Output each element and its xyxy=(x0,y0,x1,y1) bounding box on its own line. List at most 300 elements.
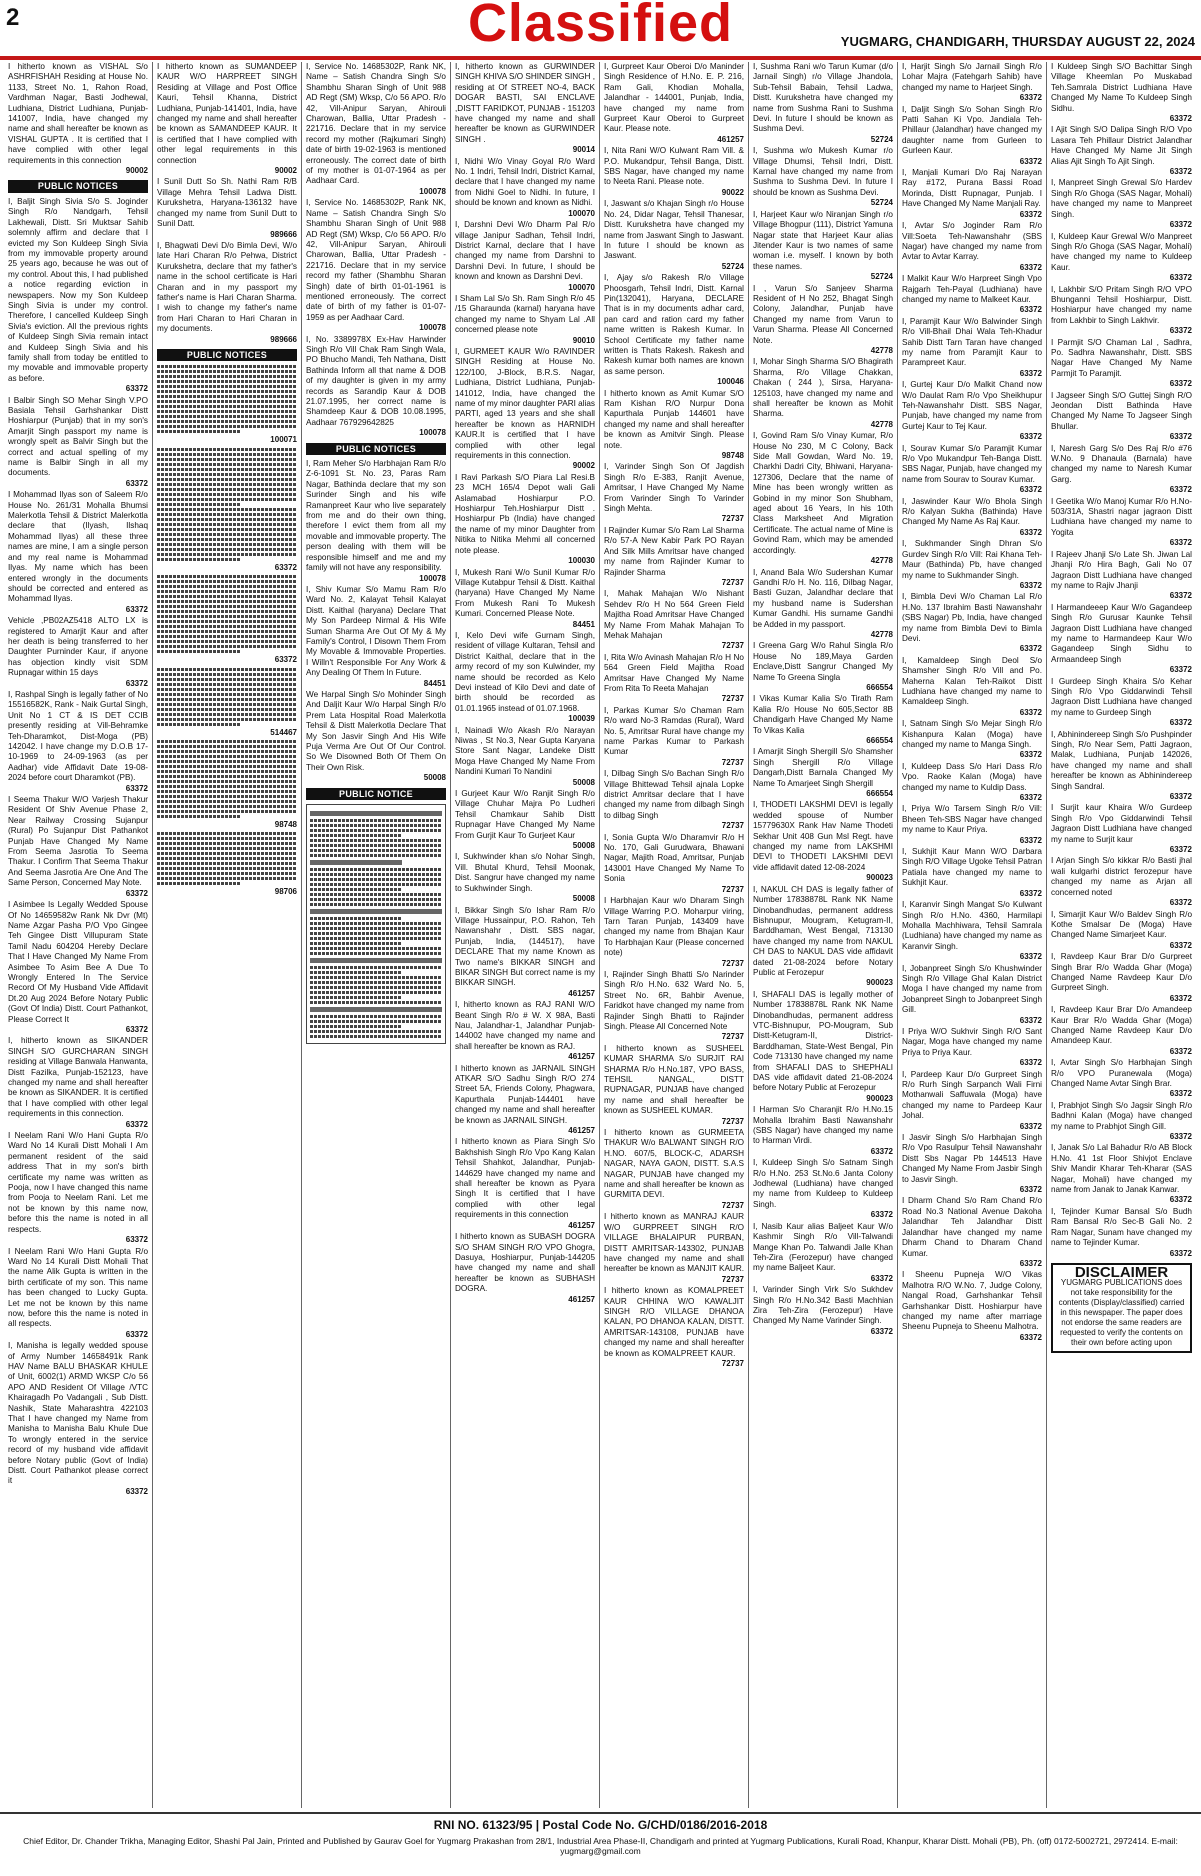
ad-text: I, Ravdeep Kaur Brar D/o Gurpreet Singh Brar R/o Wadda Ghar (Moga) Changed Name Ravdeep Kaur D/o Gurpreet Singh. xyxy=(1051,952,1192,993)
classified-ad xyxy=(604,1212,744,1285)
classified-ad xyxy=(1051,391,1192,443)
ad-text: I Surjit kaur Khaira W/o Gurdeep Singh R/o Vpo Giddarwindi Tehsil Jagraon Distt Ludhiana have changed my name to Surjit kaur xyxy=(1051,803,1192,844)
classified-ad xyxy=(1051,730,1192,803)
ad-code: 63372 xyxy=(274,655,297,665)
classified-ad xyxy=(902,274,1042,316)
ad-code: 63372 xyxy=(1019,1332,1042,1342)
ad-code: 52724 xyxy=(870,272,893,282)
ad-text: I hitherto known as VISHAL S/o ASHRFISHAH Residing at House No. 1133, Street No. 1, Rahon Road, Vardhman Nagar, Basti Jodhewal, Ludhiana, District Ludhiana, Punjab-141007, India, have changed my name and shall hereafter be known as VISHAL GUPTA . It is certified that I have complied with other legal requirements in this connection xyxy=(8,62,148,165)
ad-text: I, Nasib Kaur alias Baljeet Kaur W/o Kashmir Singh R/o Vill-Talwandi Mange Khan Po. Talwandi Jalle Khan Teh-Zira (Ferozepur) have changed my name Baljeet Kaur. xyxy=(753,1221,893,1273)
classified-ad xyxy=(604,706,744,768)
ad-code: 900023 xyxy=(866,1093,893,1103)
section-heading: PUBLIC NOTICES xyxy=(157,349,297,361)
ad-text: I Seema Thakur W/O Varjesh Thakur Resident Of Shiv Avenue Phase 2, Near Railway Crossing Sujanpur (Rural) Po Sujanpur Dist Pathankot Punjab Have Changed My Name From Seema Jasrotia To Seema Thakur. I Confirm That Seema Thakur And Seema Jasrotia Are One And The Same Person, Concerned May Note. xyxy=(8,795,148,888)
ad-code: 461257 xyxy=(717,134,744,144)
ad-text: I Geetika W/o Manoj Kumar R/o H.No-503/31A, Shastri nagar jagraon Distt Ludhiana have changed my name to Yogita xyxy=(1051,496,1192,537)
ad-code: 63372 xyxy=(1019,262,1042,272)
classified-ad xyxy=(1051,444,1192,496)
ad-code: 63372 xyxy=(1169,538,1192,548)
classified-ad xyxy=(902,539,1042,591)
classified-ad xyxy=(753,1285,893,1337)
ad-code: 63372 xyxy=(1169,665,1192,675)
public-notice-scan xyxy=(306,804,446,1044)
ad-code: 63372 xyxy=(1019,888,1042,898)
ad-text: I, GURMEET KAUR W/o RAVINDER SINGH Residing at House No. 122/100, J-Block, B.R.S. Nagar, Ludhiana, District Ludhiana, Punjab-141012, India, have changed the name of my minor daughter PARI alias PARTI, aged 13 years and she shall hereafter be known as HARNIDH KAUR.It is certified that I have complied with other legal requirements in this connection. xyxy=(455,346,596,461)
classified-ad xyxy=(604,146,744,198)
classified-ad xyxy=(8,616,148,689)
classified-ad xyxy=(1051,550,1192,602)
classified-ad xyxy=(306,198,446,333)
ad-code: 63372 xyxy=(1019,1015,1042,1025)
ad-code: 63372 xyxy=(125,678,148,688)
classified-ad xyxy=(753,62,893,145)
disclaimer-heading: DISCLAIMER xyxy=(1074,1263,1169,1281)
ad-code: 63372 xyxy=(125,1119,148,1129)
ad-code: 63372 xyxy=(1019,835,1042,845)
ad-text: We Harpal Singh S/o Mohinder Singh And Daljit Kaur W/o Harpal Singh R/o Prem Lata Hospital Road Malerkotla Tehsil & Distt Malerkotla Declare That My Son Jasvir Singh And His Wife Puja Verma Are Out Of Our Control. So We Disowned Both Of Them On Their Own Risk. xyxy=(306,689,446,772)
ad-code: 72737 xyxy=(721,1358,744,1368)
classified-ad xyxy=(8,396,148,490)
classified-ad xyxy=(902,317,1042,379)
classified-ad xyxy=(604,653,744,705)
ad-code: 84451 xyxy=(572,619,595,629)
classified-column xyxy=(600,62,749,1808)
ad-code: 63372 xyxy=(870,1326,893,1336)
ad-code: 514467 xyxy=(270,727,297,737)
punjabi-notice-text xyxy=(157,832,297,885)
classified-ad xyxy=(1051,338,1192,390)
ad-text: I, No. 3389978X Ex-Hav Harwinder Singh R/o Vill Chak Ram Singh Wala, PO Bhucho Mandi, Teh Nathana, Distt Bathinda Inform all that name & DOB of my daughter is given in my army records as Sarandip Kaur & DOB 21.07.1995, her correct name is Shamdeep Kaur & DOB 10.08.1995, Aadhaar 767929642825 xyxy=(306,334,446,427)
ad-text: I, Nita Rani W/O Kulwant Ram Vill. & P.O. Mukandpur, Tehsil Banga, Distt. SBS Nagar, have changed my name to Neeta Rani. Please note. xyxy=(604,146,744,187)
ad-code: 63372 xyxy=(1019,1058,1042,1068)
ad-text: I Sham Lal S/o Sh. Ram Singh R/o 45 /15 Gharaunda (karnal) haryana have changed my name to Shyam Lal .All concerned please note xyxy=(455,293,595,335)
ad-text: I Gurdeep Singh Khaira S/o Kehar Singh R/o Vpo Giddarwindi Tehsil Jagraon Distt Ludhiana have changed my name to Gurdeep Singh xyxy=(1051,676,1192,717)
ad-code: 42778 xyxy=(870,345,893,355)
ad-code: 72737 xyxy=(721,1274,744,1284)
ad-text: I, Dilbag Singh S/o Bachan Singh R/o Village Bhittewad Tehsil ajnala Lopke district Amritsar declare that I have changed my name from dilbagh Singh to dilbag Singh xyxy=(604,769,744,820)
classified-ad xyxy=(1051,1101,1192,1143)
ad-code: 63372 xyxy=(1169,1132,1192,1142)
ad-text: I, Shiv Kumar S/o Mamu Ram R/o Ward No. 2, Kalayat Tehsil Kalayat Distt. Kaithal (haryana) Declare That My Son Pardeep Nirmal & His Wife Suman Sharma Are Out Of My & My Family's Control, I Disown Them From My Movable & Immovable Properties. I Willn't Responsible For Any Work & Any Dealing Of Them In Future. xyxy=(306,584,446,678)
ad-text: I, Service No. 14685302P, Rank NK, Name – Satish Chandra Singh S/o Shambhu Sharan Singh of Unit 988 AD Regt (SM) Wksp, C/o 56 APO. R/o 42, Vill-Anipur Saryan, Ahirouli Charowan, Ballia, Uttar Pradesh - 221716. Declare that in my service record my father (Shambhu Sharan Singh) date of birth 01-01-1961 is mentioned erroneously. The correct date of birth of my father is 01-07-1959 as per Aadhaar Card. xyxy=(306,198,446,322)
punjabi-notice-text xyxy=(157,668,297,726)
ad-code: 461257 xyxy=(568,988,595,998)
classified-ad xyxy=(455,631,595,725)
classified-ad xyxy=(455,906,595,1000)
ad-text: Vehicle ,PB02AZ5418 ALTO LX is registered to Amarjit Kaur and after her death is being transferred to her Daughter Purninder Kaur, if anyone has objection kindly visit SDM Rupnagar within 15 days xyxy=(8,616,148,678)
ad-text: I, Anand Bala W/o Sudershan Kumar Gandhi R/o H. No. 116, Dilbag Nagar, Basti Guzan, Jalandhar declare that my husband name is Sudershan Kumar Gandhi. His surname Gandhi be Added in my passport. xyxy=(753,567,893,629)
ad-code: 666554 xyxy=(866,789,893,799)
classified-ad xyxy=(1051,1005,1192,1057)
ad-code: 989666 xyxy=(270,229,297,239)
classified-ad xyxy=(157,832,297,897)
ad-code: 90002 xyxy=(274,166,297,176)
ad-text: I Priya W/O Sukhvir Singh R/O Sant Nagar, Moga have changed my name Priya to Priya Kaur. xyxy=(902,1026,1042,1057)
classified-column xyxy=(1047,62,1196,1808)
ad-text: I, Simarjit Kaur W/o Baldev Singh R/o Kothe Smalsar De (Moga) Have Changed Name Simarjeet Kaur. xyxy=(1051,909,1192,940)
ad-text: I hitherto known as SUBASH DOGRA S/O SHAM SINGH R/O VPO Ghogra, Dasuya, Hoshiarpur, Punjab-144205 have changed my name and shall hereafter be known as SUBHASH DOGRA. xyxy=(455,1232,595,1294)
ad-code: 63372 xyxy=(1169,273,1192,283)
classified-ad xyxy=(157,575,297,665)
ad-code: 63372 xyxy=(1019,707,1042,717)
ad-code: 63372 xyxy=(1019,485,1042,495)
ad-code: 72737 xyxy=(721,514,744,524)
ad-code: 63372 xyxy=(870,1273,893,1283)
ad-text: I, Jobanpreet Singh S/o Khushwinder Singh R/o Village Ghal Kalan District Moga I have changed my name from Jobanpreet Singh to Jobanpreet Singh Gill. xyxy=(902,963,1042,1015)
disclaimer-text: YUGMARG PUBLICATIONS does not take responsibility for the contents (Display/classified) carried in this newspaper. The paper does not endorse the same readers are requested to verify the contents on their own before acting upon xyxy=(1058,1278,1185,1348)
ad-code: 63372 xyxy=(1019,527,1042,537)
classified-ad xyxy=(8,490,148,615)
classified-ad xyxy=(8,1247,148,1341)
ad-code: 63372 xyxy=(1169,1046,1192,1056)
ad-text: I, Sukhwinder khan s/o Nohar Singh, Vill. Bhutal Khurd, Tehsil Moonak, Dist. Sangrur have changed my name to Sukhwinder Singh. xyxy=(455,852,595,893)
ad-code: 63372 xyxy=(125,783,148,793)
ad-code: 98748 xyxy=(721,451,744,461)
ad-text: I, Rajinder Singh Bhatti S/o Narinder Singh R/o H.No. 632 Ward No. 5, Street No. 6R, Bahbir Avenue, Faridkot have changed my name from Rajinder Singh Bhatti to Rajinder Singh. Please All Concerned Note xyxy=(604,969,744,1031)
classified-ad xyxy=(753,284,893,357)
ad-text: I, Avtar Singh S/o Harbhajan Singh R/o VPO Puranewala (Moga) Changed Name Avtar Singh Brar. xyxy=(1051,1058,1192,1088)
ad-code: 63372 xyxy=(1169,326,1192,336)
ad-code: 63372 xyxy=(1169,940,1192,950)
punjabi-notice-text xyxy=(157,448,297,506)
classified-ad xyxy=(753,357,893,430)
classified-ad xyxy=(604,1044,744,1127)
ad-text: I hitherto known as SUMANDEEP KAUR W/O HARPREET SINGH Residing at Village and Post Office Kauri, Tehsil Khanna, District Ludhiana, Punjab-141401, India, have changed my name and shall hereafter be known as SAMANDEEP KAUR. It is certified that I have complied with other legal requirements in this connection xyxy=(157,62,297,165)
ad-text: I Asimbee Is Legally Wedded Spouse Of No 14659582w Rank Nk Dvr (Mt) Name Azgar Pasha P/O Vpo Gingee Teh Gingee Distt Villupuram State Tamil Nadu 604204 Hereby Declare That I Have Changed My Name From Asimbee To Asim Bee A Due To Wrongly Entered In The Service Record Of My Husband Vide Affidavit Dt.20 Aug 2024 Before Notary Public (Govt Of India) Distt. Court Pathankot, Please Correct It xyxy=(8,900,148,1024)
ad-text: I Vikas Kumar Kalia S/o Tirath Ram Kalia R/o House No 605,Sector 8B Chandigarh Have Changed My Name To Vikas Kalia xyxy=(753,694,893,735)
ad-code: 63372 xyxy=(1019,1121,1042,1131)
ad-text: I, Rita W/o Avinash Mahajan R/o H No 564 Green Field Majitha Road Amritsar Have Changed My Name From Rita To Reeta Mahajan xyxy=(604,652,744,693)
classified-ad xyxy=(306,690,446,784)
classified-ad xyxy=(604,1128,744,1211)
classified-ad xyxy=(753,1158,893,1220)
classified-ad xyxy=(902,168,1042,220)
ad-code: 90014 xyxy=(572,145,595,155)
ad-code: 63372 xyxy=(1169,1195,1192,1205)
ad-text: I, Sushma Rani w/o Tarun Kumar (d/o Jarnail Singh) r/o Village Jhandola, Sub-Tehsil Babain, Tehsil Ladwa, Distt. Kurukshetra have changed my name from Sushma Rani to Sushma Devi. In future I should be known as Sushma Devi. xyxy=(753,62,893,134)
ad-text: I, Avtar S/o Joginder Ram R/o Vill:Soeta Teh-Nawanshahr (SBS Nagar) have changed my name from Avtar to Avtar Karray. xyxy=(902,221,1042,262)
ad-code: 63372 xyxy=(1019,209,1042,219)
punjabi-notice-text xyxy=(157,508,297,561)
ad-code: 50008 xyxy=(572,894,595,904)
classified-ad xyxy=(604,769,744,831)
classified-ad xyxy=(455,726,595,788)
ad-code: 461257 xyxy=(568,1294,595,1304)
page-number: 2 xyxy=(6,4,20,31)
ad-code: 63372 xyxy=(1019,793,1042,803)
ad-text: I, THODETI LAKSHMI DEVI is legally wedded spouse of Number 15779630X Rank Hav Name Thodeti Sekhar Unit 408 Gun Msl Regt. have changed my name from LAKSHMI DEVI to THODETI LAKSHMI DEVI vide affidavit dated 12-08-2024 xyxy=(753,800,893,872)
ad-text: I hitherto known as GURMEETA THAKUR W/o BALWANT SINGH R/O H.NO. 607/5, BLOCK-C, ADARSH NAGAR, NAYA GAON, DISTT. S.A.S NAGAR, PUNJAB have changed my name and shall hereafter be known as GURMITA DEVI. xyxy=(604,1128,744,1200)
ad-text: I, Mohar Singh Sharma S/O Bhagirath Sharma, R/o Village Chakkan, Chakan ( 244 ), Sirsa, Haryana- 125103, have changed my name and shall hereafter be known as Mohit Sharma. xyxy=(753,357,893,419)
classified-ad xyxy=(455,220,595,293)
ad-text: I, Parkas Kumar S/o Chaman Ram R/o ward No-3 Ramdas (Rural), Ward No. 5, Amritsar Rural have change my name Parkas Kumar to Parkash Kumar xyxy=(604,705,744,757)
ad-text: I, hitherto known as RAJ RANI W/O Beant Singh R/o # W. X 98A, Basti Nau, Jalandhar-1, Jalandhar Punjab-144002 have changed my name and shall hereafter be known as RAJ. xyxy=(455,1000,595,1051)
ad-text: I, Sushma w/o Mukesh Kumar r/o Village Dhumsi, Tehsil Indri, Distt. Karnal have changed my name from Sushma to Sushma Devi. In future I should be known as Sushma Devi. xyxy=(753,146,893,197)
classified-ad xyxy=(1051,910,1192,952)
ad-code: 63372 xyxy=(1019,644,1042,654)
ad-code: 52724 xyxy=(721,261,744,271)
classified-ad xyxy=(902,592,1042,654)
classified-ad xyxy=(1051,952,1192,1004)
classified-ad xyxy=(8,1036,148,1130)
classified-ad xyxy=(902,762,1042,804)
classified-ad xyxy=(157,365,297,445)
ad-text: I, Gurpreet Kaur Oberoi D/o Maninder Singh Residence of H.No. E. P. 216, Ram Gali, Khodian Mohalla, Jalandhar - 144001, Punjab, India, have changed my name from Gurpreet Kaur Oberoi to Gurpreet Kaur. Please note. xyxy=(604,62,744,134)
classified-ad xyxy=(902,804,1042,846)
ad-code: 461257 xyxy=(568,1220,595,1230)
ad-code: 63372 xyxy=(1019,432,1042,442)
ad-text: I, Mukesh Rani W/o Sunil Kumar R/o Village Kutabpur Tehsil & Distt. Kaithal (haryana) Have Changed My Name From Mukesh Rani To Mukesh Kumari. Concerned Please Note. xyxy=(455,567,595,619)
ad-code: 63372 xyxy=(1169,220,1192,230)
ad-code: 100078 xyxy=(419,186,446,196)
ad-text: I Rajinder Kumar S/o Ram Lal Sharma R/o 57-A New Kabir Park PO Rayan And Silk Mills Amritsar have changed my name from Rajinder Kumar to Rajinder Sharma xyxy=(604,525,744,577)
classified-ad xyxy=(753,885,893,989)
ad-code: 90002 xyxy=(125,166,148,176)
classified-ad xyxy=(157,241,297,345)
ad-code: 72737 xyxy=(721,577,744,587)
classified-ad xyxy=(1051,62,1192,124)
masthead xyxy=(0,0,1201,60)
ad-text: I, Govind Ram S/o Vinay Kumar, R/o House No 230, M C Colony, Back Side Mall Gowdan, Ward No. 19, Charkhi Dadri City, Bhiwani, Haryana- 127306, Declare that the name of Mine has been wrongly written as Gobind in my minor Son Shubham, aged about 16 Years, In his 10th Class Marksheet And Migration Certificate. The actual name of Mine is Govind Ram, which may be amended accordingly. xyxy=(753,431,893,555)
ad-code: 100078 xyxy=(419,323,446,333)
classified-ad xyxy=(455,1064,595,1137)
ad-code: 900023 xyxy=(866,873,893,883)
ad-text: I, Sonia Gupta W/o Dharamvir R/o H No. 170, Gali Gurudwara, Bhawani Nagar, Majith Road, Amritsar, Punjab 143001 Have Changed My Name To Sonia xyxy=(604,832,744,884)
ad-code: 100039 xyxy=(568,714,595,724)
classified-ad xyxy=(8,62,148,176)
classified-ad xyxy=(604,62,744,145)
ad-code: 63372 xyxy=(1169,898,1192,908)
ad-text: I, Manjali Kumari D/o Raj Narayan Ray #172, Purana Bassi Road Morinda, Distt Rupnagar, Punjab. I Have Changed My Name Manjali Ray. xyxy=(902,168,1042,209)
ad-code: 72737 xyxy=(721,694,744,704)
ad-text: I, Tejinder Kumar Bansal S/o Budh Ram Bansal R/o Sec-B Gali No. 2 Ram Nagar, Sunam have changed my name to Tejinder Kumar. xyxy=(1051,1206,1192,1248)
ad-text: I, Ajay s/o Rakesh R/o Village Phoosgarh, Tehsil Indri, Distt. Karnal Pin(132041), Haryana, DECLARE That is in my documents adhar card, pan card and ration card my father name written is Rakesh Kumar. In School Certificate my father name written is Thats Rakesh. Rakesh and Rakesh kumar both names are known as same person. xyxy=(604,273,744,376)
ad-text: I, Paramjit Kaur W/o Balwinder Singh R/o Vill-Bhail Dhai Wala Teh-Khadur Sahib Distt Tarn Taran have changed my name from Paramjit Kaur to Parampreet Kaur. xyxy=(902,316,1042,368)
classified-ad xyxy=(306,459,446,584)
ad-code: 63372 xyxy=(870,1210,893,1220)
ad-text: I, Ram Meher S/o Harbhajan Ram R/o Z-6-1091 St. No. 23, Paras Ram Nagar, Bathinda declare that my son Surinder Singh and his wife Ramanpreet Kaur who live separately from me and do their own thing, therefore I evict them from all my movable and immovable property. The person dealing with them will be responsible himself and me and my family will not have any responsibility. xyxy=(306,459,446,573)
ad-text: I Harman S/o Charanjit R/o H.No.15 Mohalla Ibrahim Basti Nawanshahr (SBS Nagar) have changed my name to Harman Virdi. xyxy=(753,1105,893,1146)
classified-column xyxy=(153,62,302,1808)
ad-code: 90010 xyxy=(572,335,595,345)
ad-code: 100070 xyxy=(568,282,595,292)
ad-code: 63372 xyxy=(125,384,148,394)
ad-text: I, Jaswinder Kaur W/o Bhola Singh R/o Kalyan Sukha (Bathinda) Have Changed My Name As Raj Kaur. xyxy=(902,496,1042,527)
ad-code: 63372 xyxy=(125,1329,148,1339)
ad-text: I, Nainadi W/o Akash R/o Narayan Niwas , St No.3, Near Gupta Karyana Store Sant Nagar, Landeke Distt Moga Have Changed My Name From Nandini Kumari To Nandini xyxy=(455,725,595,777)
classified-ad xyxy=(1051,803,1192,855)
ad-code: 100046 xyxy=(717,377,744,387)
classified-ad xyxy=(604,896,744,969)
ad-text: I, Darshni Devi W/o Dharm Pal R/o village Janipur Sadhan, Tehsil Indri, District Karnal, declare that I have changed my name from Darshni to Darshni Devi. In future, I should be known and known as Darshni Devi. xyxy=(455,220,595,282)
section-heading: PUBLIC NOTICE xyxy=(306,788,446,800)
classified-ad xyxy=(455,294,595,346)
ad-text: I, Harjeet Kaur w/o Niranjan Singh r/o Village Bhogpur (111), District Yamuna Nagar state that Harjeet Kaur alias Jitender Kaur is two names of same woman i.e. myself. I known by both these names. xyxy=(753,209,893,271)
ad-code: 63372 xyxy=(125,1486,148,1496)
ad-code: 100071 xyxy=(270,435,297,445)
classified-ad xyxy=(306,335,446,439)
ad-code: 50008 xyxy=(423,773,446,783)
ad-code: 100078 xyxy=(419,428,446,438)
ad-text: I, Varinder Singh Son Of Jagdish Singh R/o E-383, Ranjit Avenue, Amritsar, I Have Changed My Name From Varinder Singh To Varinder Singh Mehta. xyxy=(604,462,744,514)
ad-code: 63372 xyxy=(125,888,148,898)
ad-code: 63372 xyxy=(1169,993,1192,1003)
ad-text: I Kuldeep Singh S/O Bachittar Singh Village Kheemlan Po Muskabad Teh.Samrala District Ludhiana Have Changed My Name To Kuldeep Singh Sidhu. xyxy=(1051,62,1192,113)
ad-text: I hitherto known as MANRAJ KAUR W/O GURPREET SINGH R/O VILLAGE BHALAIPUR PURBAN, DISTT AMRITSAR-143302, PUNJAB have changed my name and shall hereafter be known as MANJIT KAUR. xyxy=(604,1212,745,1274)
ad-text: I Neelam Rani W/o Hani Gupta R/o Ward No 14 Kurali Distt Mohali That the name Alik Gupta is written in the birth certificate of my son. This name has been changed to Lucky Gupta. Let me not be known by this name now, before this the name is noted in all respects. xyxy=(8,1246,148,1329)
ad-code: 63372 xyxy=(1019,305,1042,315)
classified-ad xyxy=(8,1341,148,1497)
ad-text: I, Sukhmander Singh Dhran S/o Gurdev Singh R/o Vill: Rai Khana Teh-Maur (Bathinda) Pb, have changed my name to Sukhmander Singh. xyxy=(902,539,1042,580)
ad-text: I, Baljit Singh Sivia S/o S. Joginder Singh R/o Nandgarh, Tehsil Lakhewali, Distt. Sri Muktsar Sahib solemnly affirm and declare that I evicted my Son Kuldeep Singh Sivia from my immovable property around 25 years ago, because he was out of my control. About this, I had published a notice regarding eviction in newspapers. Now my Son Kuldeep Singh Sivia is under my control. Therefore, I cancelled Kuldeep Singh Sivia's eviction. All the previous rights of Kuldeep Singh Sivia remain intact and Kuldeep Singh Sivia and his family shall from today be entitled to my movable and immovable property as before. xyxy=(8,196,148,383)
ad-code: 50008 xyxy=(572,777,595,787)
ad-code: 666554 xyxy=(866,736,893,745)
ad-code: 98748 xyxy=(274,820,297,829)
classified-ad xyxy=(455,789,595,851)
ad-text: I, Abhinindereep Singh S/o Pushpinder Singh, R/o Near Sem, Patti Jagraon, Malak, Ludhiana, Punjab 142026, have changed my name and shall hereafter be known as Abhinindereep Singh Sandral. xyxy=(1051,729,1192,791)
ad-text: I, Satnam Singh S/o Mejar Singh R/o Kishanpura Kalan (Moga) have changed my name to Manga Singh. xyxy=(902,719,1042,749)
ad-text: I Jagseer Singh S/O Guttej Singh R/O Jeondan Distt Bathinda Have Changed My Name To Jagseer Singh Bhullar. xyxy=(1051,390,1192,431)
ad-code: 666554 xyxy=(866,682,893,692)
classified-ad xyxy=(1051,497,1192,549)
ad-text: I Malkit Kaur W/o Harpreet Singh Vpo Rajgarh Teh-Payal (Ludhiana) have changed my name to Malkeet Kaur. xyxy=(902,274,1042,304)
ad-text: I Ravi Parkash S/O Piara Lal Resi.B 23 MCH 165/4 Depot wali Gali Aslamabad Hoshiarpur P.O. Hoshiarpur Teh.Hoshiarpur Distt . Hoshiarpur Pb (India) have changed the name of my minor Daughter from Nitika to Nitika Mehmi all concerned note please. xyxy=(455,472,595,555)
classified-ad xyxy=(455,1137,595,1231)
ad-code: 52724 xyxy=(870,198,893,208)
classified-ad xyxy=(8,197,148,395)
ad-code: 900023 xyxy=(866,978,893,988)
ad-code: 63372 xyxy=(1169,432,1192,442)
classified-ad xyxy=(306,62,446,197)
ad-text: I, Rashpal Singh is legally father of No 15516582K, Rank - Naik Gurtal Singh, Unit No 1 CT & IS DET CCIB presently residing at Vill-Behramke Teh-Dharamkot, Dist-Moga (PB) 142042. I have change my D.O.B 17-10-1969 to 24-09-1963 (as per Aadhar) vide Affidavit Date 19-08-2024 before court Dharamkot (PB). xyxy=(8,689,148,783)
ad-code: 42778 xyxy=(870,556,893,566)
ad-text: I Ajit Singh S/O Dalipa Singh R/O Vpo Lasara Teh Phillaur District Jalandhar Have Changed My Name Jit Singh Alias Ajit Singh To Ajit Singh. xyxy=(1051,125,1192,166)
classified-ad xyxy=(157,668,297,738)
ad-text: I, Daljit Singh S/o Sohan Singh R/o Patti Sahan Ki Vpo. Jandiala Teh-Phillaur (Jalandhar) have changed my daughter name from Gurleen to Gurleen Kaur. xyxy=(902,104,1042,156)
ad-code: 63372 xyxy=(125,1024,148,1034)
classified-ad xyxy=(902,1133,1042,1195)
classified-ad xyxy=(902,221,1042,273)
ad-code: 100078 xyxy=(419,573,446,583)
imprint-line: Chief Editor, Dr. Chander Trikha, Managing Editor, Shashi Pal Jain, Printed and Published by Gaurav Goel for Yugmarg Prakashan from 28/1, Industrial Area Phase-II, Chandigarh and printed at Yugmarg Publications, Kurali Road, Khanpur, Kharar Distt. Mohali (PB), Ph. (off) 0172-5002721, 2972414. E-mail: yugmarg@gmail.com xyxy=(23,1836,1178,1856)
ad-code: 63372 xyxy=(1169,167,1192,177)
classified-ad xyxy=(902,847,1042,899)
ad-code: 100030 xyxy=(568,556,595,566)
classified-ad xyxy=(157,448,297,506)
ad-text: I, Lakhbir S/O Pritam Singh R/O VPO Bhunganni Tehsil Hoshiarpur, Distt. Hoshiarpur have changed my name from Lakhbir to Singh Lakhvir. xyxy=(1051,284,1192,325)
ad-text: I, Varinder Singh Virk S/o Sukhdev Singh R/o H.No.342 Basti Machhian Zira Teh-Zira (Ferozepur) Have Changed My Name Varinder Singh. xyxy=(753,1285,893,1326)
classified-ad xyxy=(1051,1058,1192,1100)
classified-ad xyxy=(753,694,893,746)
classified-ad xyxy=(455,1000,595,1062)
classified-ad xyxy=(604,1286,744,1369)
ad-code: 42778 xyxy=(870,629,893,639)
classified-ad xyxy=(902,900,1042,962)
ad-text: I, Naresh Garg S/o Des Raj R/o #76 W.No. 9 Dhanaula (Barnala) have changed my name to Naresh Kumar Garg. xyxy=(1051,443,1192,484)
ad-code: 72737 xyxy=(721,1032,744,1042)
ad-text: I Neelam Rani W/o Hani Gupta R/o Ward No 14 Kurali Distt Mohali I Am permanent resident of the said address That in my son's birth certificate my name was written as Pooja, now I have changed this name from Pooja to Neelam Rani. Let me not be known by this name now, before this the name is noted in all respects. xyxy=(8,1131,148,1234)
ad-code: 461257 xyxy=(568,1126,595,1136)
ad-text: I, hitherto known as SIKANDER SINGH S/O GURCHARAN SINGH residing at Village Banwala Hanwanta, Distt Fazilka, Punjab-152123, have changed my name and shall hereafter be known as SIKANDER. It is certified that I have complied with other legal requirements in this connection. xyxy=(8,1036,148,1119)
ad-text: I hitherto known as Piara Singh S/o Bakhshish Singh R/o Vpo Kang Kalan Tehsil Shahkot, Jalandhar, Punjab-144629 have changed my name and shall hereafter be known as Pyara Singh It is certified that I have complied with other legal requirements in this connection xyxy=(455,1137,595,1220)
ad-code: 100070 xyxy=(568,208,595,218)
punjabi-notice-text xyxy=(157,575,297,653)
ad-text: I, Kamaldeep Singh Deol S/o Shamsher Singh R/o Vill and Po. Maherna Kalan Teh-Raikot Distt Ludhiana have changed my name to Kamaldeep Singh. xyxy=(902,655,1042,707)
classified-ad xyxy=(604,462,744,524)
classified-ad xyxy=(8,795,148,899)
ad-code: 63372 xyxy=(1019,156,1042,166)
classified-ad xyxy=(753,568,893,641)
classified-ad xyxy=(902,380,1042,442)
classified-ad xyxy=(902,656,1042,718)
ad-text: I, Harjit Singh S/o Jarnail Singh R/o Lohar Majra (Fatehgarh Sahib) have changed my name to Harjeet Singh. xyxy=(902,62,1042,92)
ad-code: 63372 xyxy=(1019,368,1042,378)
ad-code: 461257 xyxy=(568,1052,595,1062)
classified-ad xyxy=(753,1222,893,1284)
ad-text: I, Kuldeep Singh S/o Satnam Singh R/o H.No. 253 St.No.6 Janta Colony Jodhewal (Ludhiana) have changed my name from Kuldeep to Kuldeep Singh. xyxy=(753,1158,893,1209)
ad-text: I Harbhajan Kaur w/o Dharam Singh Village Warring P.O. Moharpur viring, Tarn Taran Punjab, 143409 have changed my name from Bhajan Kaur To Harbhajan Kaur (Please concerned note) xyxy=(604,896,744,958)
ad-code: 63372 xyxy=(1169,792,1192,802)
ad-code: 63372 xyxy=(125,478,148,488)
classified-ad xyxy=(157,177,297,239)
ad-code: 63372 xyxy=(274,562,297,572)
ad-text: I, hitherto known as GURWINDER SINGH KHIVA S/O SHINDER SINGH , residing at Of STREET NO-4, BACK DOGAR BASTI, SAI ENCLAVE ,DISTT FARIDKOT, PUNJAB - 151203 have changed my name and shall hereafter be known as GURWINDER SINGH . xyxy=(455,62,595,144)
classified-column xyxy=(302,62,451,1808)
classified-ad xyxy=(902,497,1042,539)
ad-text: I, Karanvir Singh Mangat S/o Kulwant Singh R/o H.No. 4360, Harmilapi Mohalla Machhiwara, Tehsil Samrala (Ludhiana) have changed my name as Karanvir Singh. xyxy=(902,900,1042,951)
section-heading: PUBLIC NOTICES xyxy=(306,443,446,455)
ad-code: 63372 xyxy=(1169,591,1192,601)
ad-code: 50008 xyxy=(572,841,595,851)
ad-text: I , Varun S/o Sanjeev Sharma Resident of H No 252, Bhagat Singh Colony, Jalandhar, Punjab have Changed my name from Varun to Varun Sharma. Please All Concerned Note. xyxy=(753,283,893,345)
classified-ad xyxy=(1051,232,1192,284)
ad-code: 63372 xyxy=(870,1146,893,1156)
classified-ad xyxy=(157,62,297,176)
ad-text: I Harmandeeep Kaur W/o Gagandeep Singh R/o Gurusar Kaunke Tehsil Jagraon Distt Ludhiana have changed my name to Harmandeep Kaur W/o Gagandeep Singh Sidhu to Armaandeep Singh xyxy=(1051,602,1192,664)
punjabi-notice-text xyxy=(157,740,297,818)
ad-text: I Sunil Dutt So Sh. Nathi Ram R/B Village Mehra Tehsil Ladwa Distt. Kurukshetra, Haryana-136132 have changed my name from Sunil Dutt to Sunil Datt. xyxy=(157,177,297,229)
classified-column xyxy=(4,62,153,1808)
ad-text: I, Ravdeep Kaur Brar D/o Amandeep Kaur Brar R/o Wadda Ghar (Moga) Changed Name Ravdeep Kaur D/o Amandeep Kaur. xyxy=(1051,1005,1192,1046)
classified-ad xyxy=(455,347,595,472)
classified-ad xyxy=(1051,1143,1192,1205)
ad-code: 63372 xyxy=(1169,1248,1192,1258)
classified-ad xyxy=(902,964,1042,1026)
ad-code: 63372 xyxy=(125,1235,148,1245)
classified-ad xyxy=(306,585,446,689)
ad-text: I hitherto known as JARNAIL SINGH ATKAR S/O Sadhu Singh R/O 274 Street 5A, Friends Colony, Phagwara, Kapurthala Punjab-144401 have changed my name and shall hereafter be known as JARNAIL SINGH. xyxy=(455,1063,595,1125)
ad-code: 84451 xyxy=(423,678,446,688)
ad-code: 63372 xyxy=(1019,93,1042,103)
classified-ad xyxy=(157,508,297,573)
ad-code: 72737 xyxy=(721,1116,744,1126)
classified-ad xyxy=(604,970,744,1043)
classified-ad xyxy=(753,146,893,208)
ad-text: I, Manpreet Singh Grewal S/o Hardev Singh R/o Ghoga (SAS Nagar, Mohali) have changed my name to Manpreet Singh. xyxy=(1051,178,1192,219)
classified-ad xyxy=(604,389,744,462)
ad-code: 63372 xyxy=(1169,379,1192,389)
classified-ad xyxy=(604,526,744,588)
ad-code: 72737 xyxy=(721,1200,744,1210)
classified-ad xyxy=(902,1270,1042,1343)
classified-ad xyxy=(455,62,595,156)
ad-text: I Arjan Singh S/o kikkar R/o Basti jhal wali kulgarhi district ferozepur have changed my name as Arjan all concerned noted xyxy=(1051,856,1192,897)
ad-text: I hitherto known as Amit Kumar S/O Ram Kishan R/O Nurpur Dona Kapurthala Punjab 144601 have changed my name and shall hereafter be known as Amitvir Singh. Please note. xyxy=(604,388,744,450)
ad-text: I, NAKUL CH DAS is legally father of Number 17838878L Rank NK Name Dinobandhudas, permanent address Bishnupur, Mougram, Ketugram-II, Barddhaman, West Bengal, 713130 have changed my name from NAKUL CH DAS to NAKUL DAS vide affidavit dated 21-08-2024 before Notary Public at Ferozepur xyxy=(753,884,893,977)
classified-ad xyxy=(455,1232,595,1305)
page-title: Classified xyxy=(467,0,734,53)
ad-code: 63372 xyxy=(1169,845,1192,855)
